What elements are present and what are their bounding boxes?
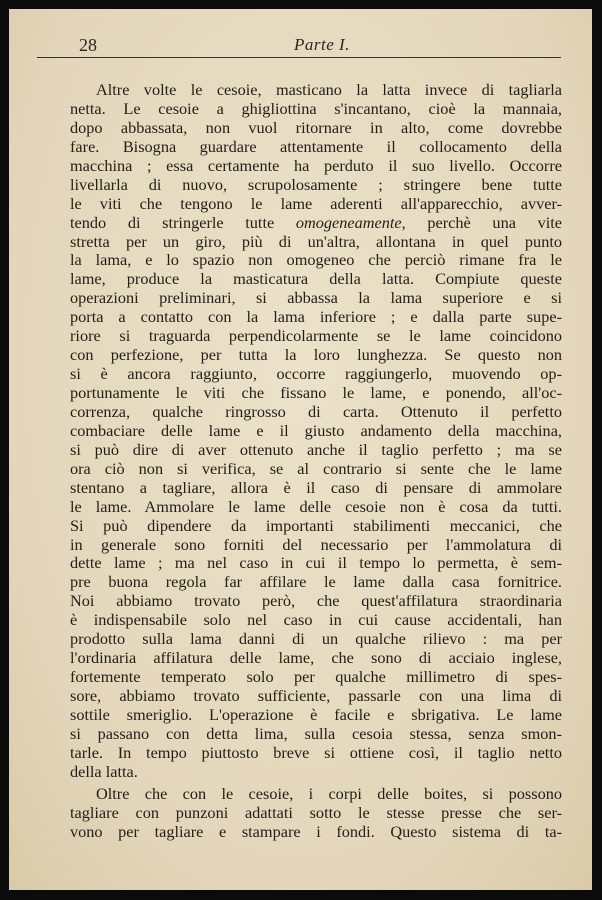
text-line: in generale sono forniti del necessario per l'ammolatura di	[70, 534, 562, 554]
text-line: stretta per un giro, più di un'altra, allontana in quel punto	[70, 231, 562, 251]
text-segment: , perchè una vite	[401, 212, 562, 232]
text-line: le viti che tengono le lame aderenti all'apparecchio, avver-	[70, 193, 562, 213]
text-line: si passano con detta lima, sulla cesoia stessa, senza smon-	[70, 723, 562, 743]
text-line: con perfezione, per tutta la loro lunghezza. Se questo non	[70, 345, 562, 365]
text-line: lame, produce la masticatura della latta. Compiute queste	[70, 269, 562, 289]
text-line: le lame. Ammolare le lame delle cesoie non è cosa da tutti.	[70, 496, 562, 516]
text-line: sottile smeriglio. L'operazione è facile e sbrigativa. Le lame	[70, 704, 562, 724]
text-line: Noi abbiamo trovato però, che quest'affilatura straordinaria	[70, 591, 562, 611]
text-line: pre buona regola far affilare le lame dalla casa fornitrice.	[70, 572, 562, 592]
text-line: tarle. In tempo piuttosto breve si ottiene così, il taglio netto	[70, 742, 562, 762]
text-line: combaciare delle lame e il giusto andamento della macchina,	[70, 420, 562, 440]
text-line: netta. Le cesoie a ghigliottina s'incantano, cioè la mannaia,	[70, 98, 562, 118]
page-number: 28	[79, 35, 97, 55]
text-line: l'ordinaria affilatura delle lame, che sono di acciaio inglese,	[70, 648, 562, 668]
text-line: sore, abbiamo trovato sufficiente, passarle con una lima di	[70, 686, 562, 705]
text-line: macchina ; essa certamente ha perduto il suo livello. Occorre	[70, 155, 562, 175]
text-line: livellarla di nuovo, scrupolosamente ; stringere bene tutte	[70, 174, 562, 194]
text-line: della latta.	[70, 761, 138, 781]
text-line: fare. Bisogna guardare attentamente il collocamento della	[70, 136, 562, 156]
text-line: dette lame ; ma nel caso in cui il tempo lo permetta, è sem-	[70, 553, 562, 573]
header-rule	[37, 57, 561, 58]
text-line: operazioni preliminari, si abbassa la lama superiore e si	[70, 288, 562, 308]
text-line: riore si traguarda perpendicolarmente se le lame coincidono	[70, 326, 562, 346]
emphasized-word: omogeneamente	[295, 212, 402, 232]
text-line: Altre volte le cesoie, masticano la latta invece di tagliarla	[96, 80, 562, 99]
text-line: Oltre che con le cesoie, i corpi delle boites, si possono	[96, 783, 562, 803]
text-line: fortemente temperato solo per qualche millimetro di spes-	[70, 667, 562, 687]
text-line: vono per tagliare e stampare i fondi. Questo sistema di ta-	[70, 821, 562, 841]
text-line: prodotto sulla lama danni di un qualche rilievo : ma per	[70, 629, 562, 649]
text-line: dopo abbassata, non vuol ritornare in alto, come dovrebbe	[70, 117, 562, 137]
text-line: è indispensabile solo nel caso in cui cause accidentali, han	[70, 610, 562, 630]
book-page	[9, 9, 592, 890]
text-segment: tendo di stringerle tutte	[70, 212, 296, 232]
text-line: correnza, qualche ringrosso di carta. Ottenuto il perfetto	[70, 401, 562, 421]
text-line: porta a contatto con la lama inferiore ; e dalla parte supe-	[70, 307, 562, 327]
text-line: si può dire di aver ottenuto anche il taglio perfetto ; ma se	[70, 439, 562, 459]
body-text	[70, 81, 562, 842]
running-title: Parte I.	[294, 35, 350, 54]
text-line: tagliare con punzoni adattati sotto le stesse presse che ser-	[70, 802, 562, 822]
text-line: la lama, e lo spazio non omogeneo che perciò rimane fra le	[70, 250, 562, 270]
paragraph-1	[70, 81, 562, 782]
text-line: Si può dipendere da importanti stabilimenti meccanici, che	[70, 515, 562, 535]
text-line: stentano a tagliare, allora è il caso di pensare di ammolare	[70, 477, 562, 497]
paragraph-2	[70, 785, 562, 842]
text-line: ora ciò non si verifica, se al contrario si sente che le lame	[70, 458, 562, 478]
text-line: si è ancora raggiunto, occorre raggiungerlo, muovendo op-	[70, 364, 562, 384]
text-line: portunamente le viti che fissano le lame, e ponendo, all'oc-	[70, 383, 562, 402]
text-line	[70, 214, 562, 233]
